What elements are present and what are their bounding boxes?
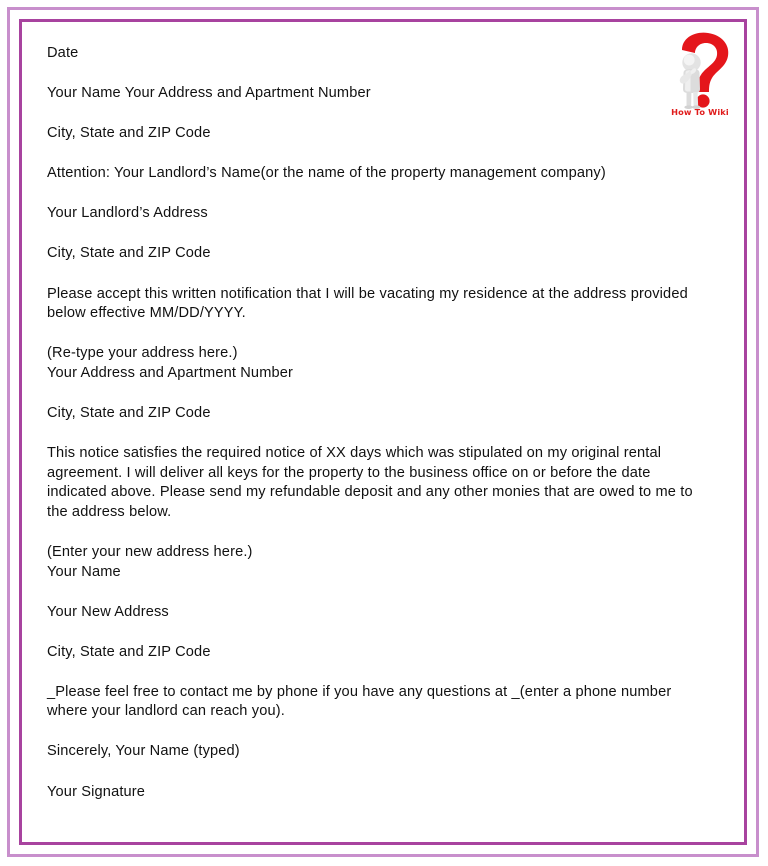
paragraph-line: Date: [47, 45, 79, 61]
paragraph-notice-terms: [47, 444, 713, 522]
paragraph-new-address: [47, 603, 713, 623]
paragraph-line: Attention: Your Landlord’s Name(or the name of the property management company): [47, 165, 606, 182]
paragraph-line: City, State and ZIP Code: [47, 404, 211, 421]
paragraph-line: Your Address and Apartment Number: [47, 364, 294, 381]
paragraph-line: (Enter your new address here.): [47, 543, 253, 560]
page-frame-inner: [19, 19, 747, 845]
paragraph-line: This notice satisfies the required notice of XX days which was stipulated on my original rental agreement. I will deliver all keys for the property to the business office on or before the date indicated above. Please send my refundable deposit and any other monies that are owed to me to the address below.: [47, 445, 693, 520]
paragraph-line: Please accept this written notification that I will be vacating my residence at the address provided below effective MM/DD/YYYY.: [47, 285, 688, 322]
how-to-wiki-logo: [664, 29, 736, 129]
paragraph-retype-address-intro: [47, 344, 713, 364]
thinking-person-icon: [680, 53, 701, 109]
paragraph-line: Your Landlord’s Address: [47, 205, 208, 222]
paragraph-line: (Re-type your address here.): [47, 345, 238, 362]
page-frame-outer: [7, 7, 759, 857]
question-mark-icon: [664, 29, 736, 109]
paragraph-line: City, State and ZIP Code: [47, 245, 211, 262]
paragraph-line: Sincerely, Your Name (typed): [47, 743, 240, 760]
paragraph-retype-address-value: [47, 364, 713, 384]
paragraph-sender-name-address: [47, 84, 713, 104]
paragraph-landlord-address: [47, 204, 713, 224]
paragraph-vacate-notification: [47, 285, 713, 324]
paragraph-new-address-name: [47, 563, 713, 583]
paragraph-line: Your Signature: [47, 783, 146, 800]
paragraph-contact-note: [47, 683, 713, 722]
paragraph-line: _Please feel free to contact me by phone if you have any questions at _(enter a phone number where your landlord can reach you).: [47, 683, 672, 720]
paragraph-line: City, State and ZIP Code: [47, 643, 211, 660]
paragraph-new-address-intro: [47, 543, 713, 563]
paragraph-sender-city-state-zip: [47, 124, 713, 144]
paragraph-line: Your Name: [47, 563, 121, 580]
logo-caption: How To Wiki: [671, 107, 729, 117]
letter-body: [22, 22, 744, 842]
paragraph-date: [47, 44, 713, 64]
paragraph-signature-line: [47, 783, 713, 803]
paragraph-attention-line: [47, 164, 713, 184]
paragraph-line: Your New Address: [47, 603, 169, 620]
paragraph-landlord-city-state-zip: [47, 244, 713, 264]
paragraph-line: City, State and ZIP Code: [47, 125, 211, 142]
paragraph-closing: [47, 742, 713, 762]
paragraph-new-city-state-zip: [47, 643, 713, 663]
paragraph-retype-city-state-zip: [47, 404, 713, 424]
paragraph-line: Your Name Your Address and Apartment Number: [47, 85, 371, 102]
